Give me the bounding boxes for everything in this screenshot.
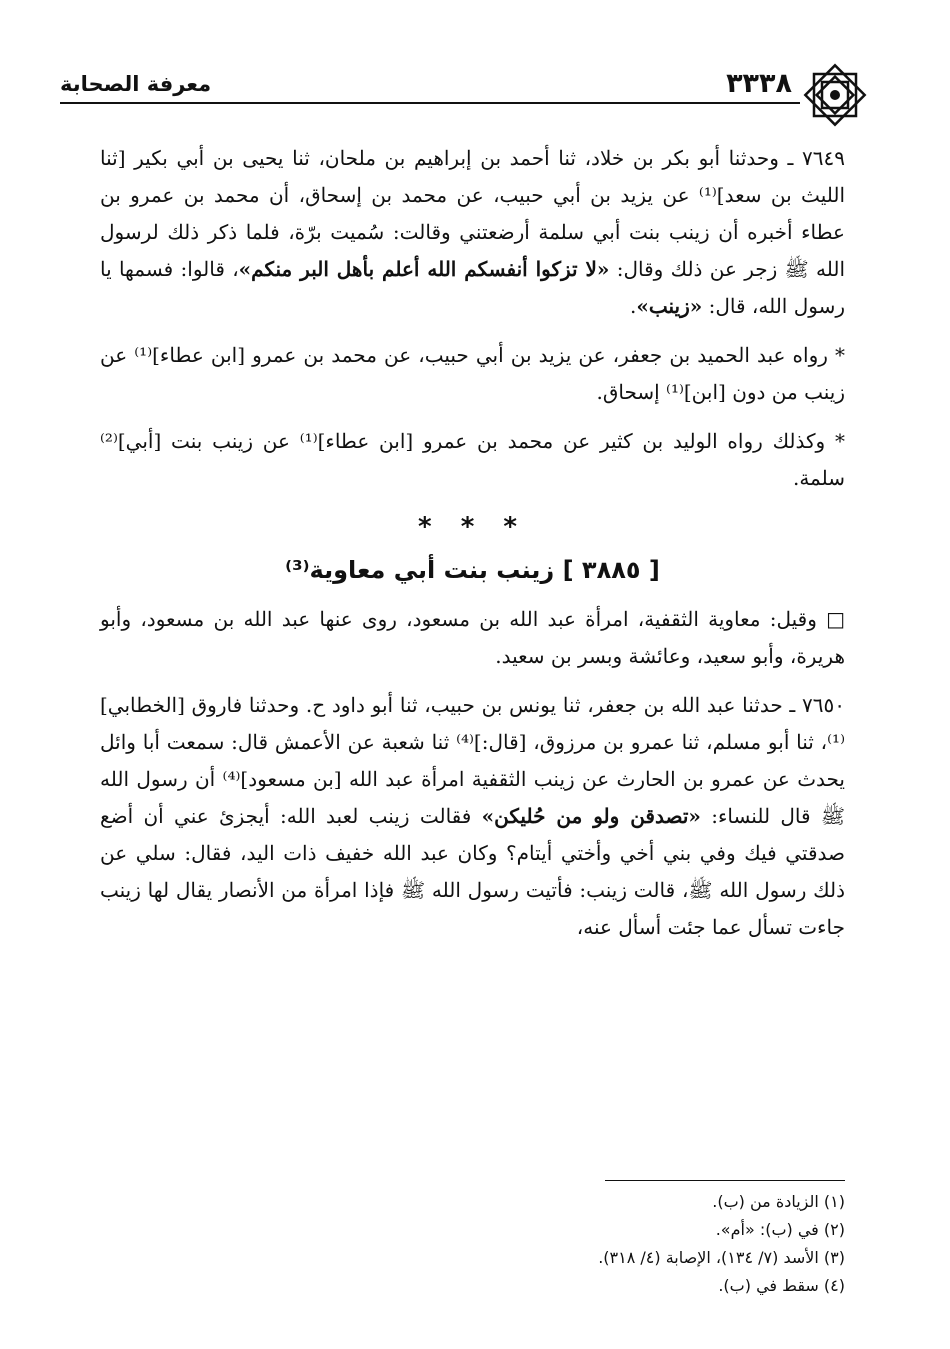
footnote-4: (٤) سقط في (ب). — [718, 1276, 845, 1295]
hadith-7649-mid: ، قالوا: فسمها يا رسول الله، قال: — [100, 257, 845, 318]
main-text — [100, 140, 845, 954]
hadith-7650-end: فقالت زينب لعبد الله: أيجزئ عني أن أضع صدقتي فيك وفي بني أخي وأختي أيتام؟ وكان عبد الله خفيف ذات اليد، فقال: سلي عن ذلك رسول الله ﷺ، قالت زينب: فأتيت رسول الله ﷺ فإذا امرأة من الأنصار يقال لها زينب جاءت تسأل عما جئت أسأل عنه، — [100, 804, 845, 939]
footnote-divider — [605, 1180, 845, 1181]
hadith-7649-quote2: «زينب» — [636, 294, 703, 318]
hadith-7649 — [100, 140, 845, 325]
hadith-7650 — [100, 687, 845, 946]
hadith-7650-text: ٧٦٥٠ ـ حدثنا عبد الله بن جعفر، ثنا يونس بن حبيب، ثنا أبو داود ح. وحدثنا فاروق [الخطابي]⁽¹⁾، ثنا أبو مسلم، ثنا عمرو بن مرزوق، [قال:]⁽⁴⁾ ثنا شعبة عن الأعمش قال: سمعت أبا وائل يحدث عن عمرو بن الحارث عن زينب الثقفية امرأة عبد الله [بن مسعود]⁽⁴⁾ أن رسول الله ﷺ قال للنساء: — [100, 693, 846, 828]
section-separator: * * * — [418, 512, 527, 542]
hadith-7649-text: ٧٦٤٩ ـ وحدثنا أبو بكر بن خلاد، ثنا أحمد بن إبراهيم بن ملحان، ثنا يحيى بن أبي بكير [ثنا الليث بن سعد]⁽¹⁾ عن يزيد بن أبي حبيب، عن محمد بن إسحاق، أن محمد بن عمرو بن عطاء أخبره أن زينب بنت أبي سلمة أرضعتني وقالت: سُميت برّة، فلما ذكر ذلك لرسول الله ﷺ زجر عن ذلك وقال: — [100, 146, 845, 281]
entry-intro: □ وقيل: معاوية الثقفية، امرأة عبد الله بن مسعود، روى عنها عبد الله بن مسعود، وأبو هريرة، وأبو سعيد، وعائشة وبسر بن سعيد. — [100, 607, 845, 668]
header-divider — [60, 102, 800, 104]
narration-note-2: * وكذلك رواه الوليد بن كثير عن محمد بن عمرو [ابن عطاء]⁽¹⁾ عن زينب بنت [أبي]⁽²⁾ سلمة. — [100, 429, 846, 490]
running-title: معرفة الصحابة — [60, 72, 212, 96]
footnote-3: (٣) الأسد (٧/ ١٣٤)، الإصابة (٤/ ٣١٨). — [598, 1248, 845, 1267]
footnotes — [245, 1188, 845, 1300]
star-ornament-icon — [800, 60, 870, 130]
hadith-7649-end: . — [630, 294, 637, 318]
entry-heading: [ ٣٨٨٥ ] زينب بنت أبي معاوية⁽³⁾ — [285, 556, 660, 584]
page-number: ٣٣٣٨ — [726, 68, 792, 99]
hadith-7649-quote: «لا تزكوا أنفسكم الله أعلم بأهل البر منكم» — [238, 257, 610, 281]
narration-note-1: * رواه عبد الحميد بن جعفر، عن يزيد بن أبي حبيب، عن محمد بن عمرو [ابن عطاء]⁽¹⁾ عن زينب من دون [ابن]⁽¹⁾ إسحاق. — [100, 343, 845, 404]
footnote-2: (٢) في (ب): «أم». — [715, 1220, 845, 1239]
hadith-7650-quote: «تصدقن ولو من حُليكن» — [481, 804, 701, 828]
footnote-1: (١) الزيادة من (ب). — [712, 1192, 845, 1211]
